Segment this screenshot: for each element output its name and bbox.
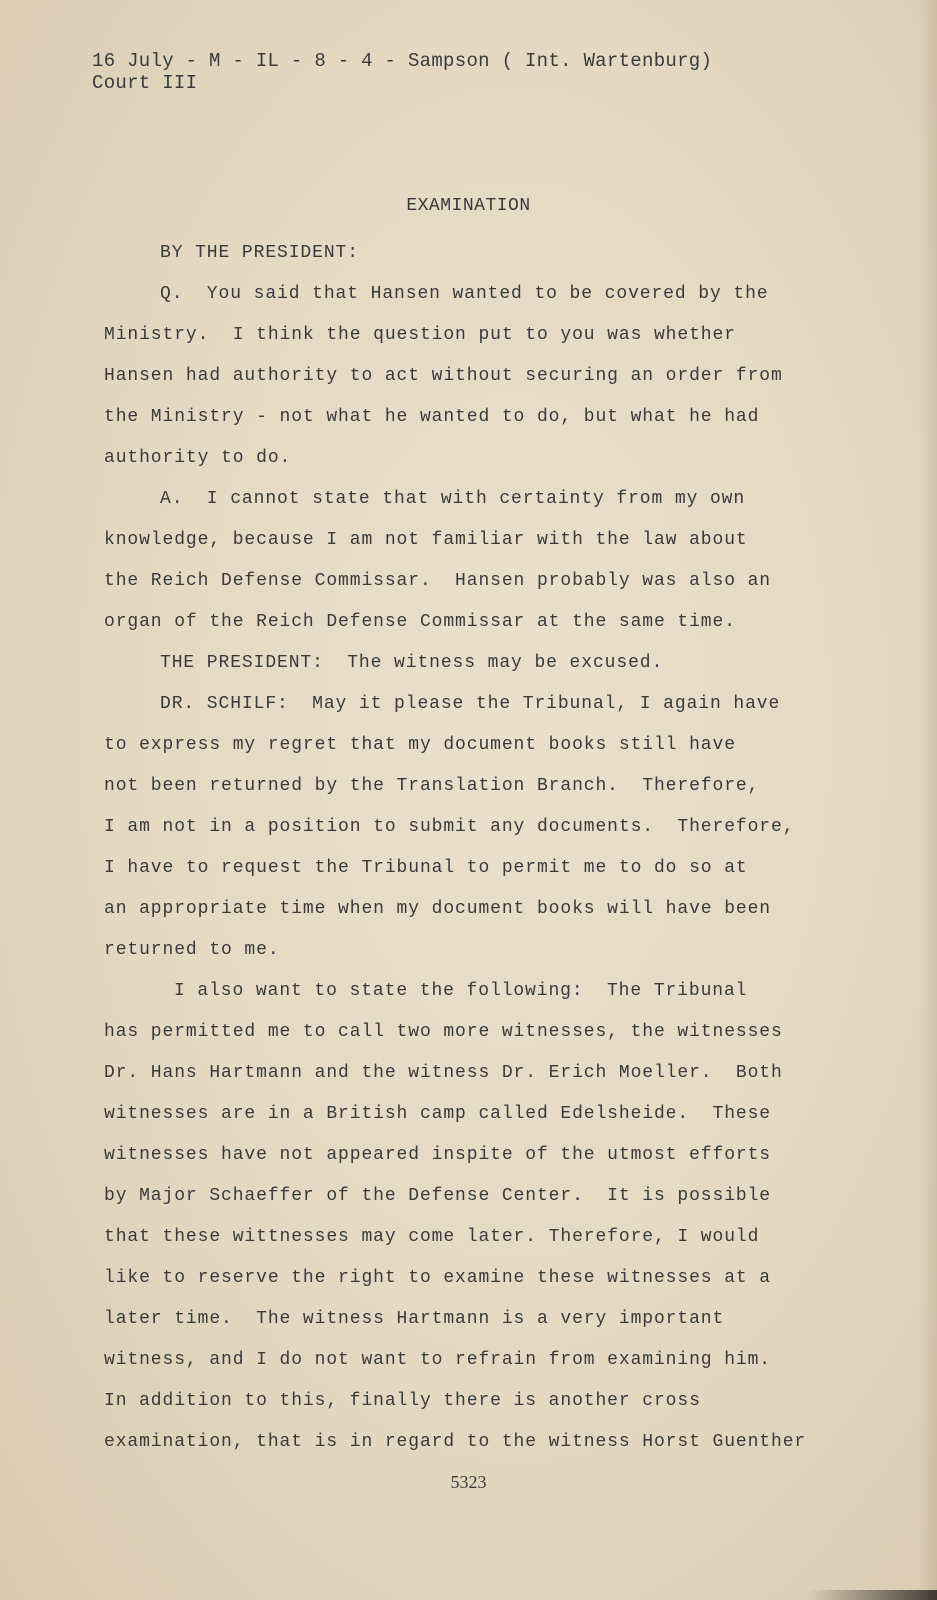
- body-line: Dr. Hans Hartmann and the witness Dr. Erich Moeller. Both: [104, 1063, 783, 1083]
- header-line-1: 16 July - M - IL - 8 - 4 - Sampson ( Int. Wartenburg): [92, 50, 713, 72]
- scan-edge-mark: [807, 1590, 937, 1600]
- body-line: by Major Schaeffer of the Defense Center. It is possible: [104, 1186, 771, 1206]
- body-line: In addition to this, finally there is another cross: [104, 1391, 701, 1411]
- body-line: has permitted me to call two more witnesses, the witnesses: [104, 1022, 783, 1042]
- body-line: Hansen had authority to act without securing an order from: [104, 366, 783, 386]
- body-line: examination, that is in regard to the witness Horst Guenther: [104, 1432, 807, 1452]
- body-line: DR. SCHILF: May it please the Tribunal, I again have: [160, 694, 781, 714]
- body-line: I also want to state the following: The Tribunal: [174, 981, 748, 1001]
- body-line: witnesses have not appeared inspite of the utmost efforts: [104, 1145, 771, 1165]
- header-line-2: Court III: [92, 72, 198, 94]
- body-line: organ of the Reich Defense Commissar at the same time.: [104, 612, 736, 632]
- body-line: knowledge, because I am not familiar with the law about: [104, 530, 748, 550]
- transcript-body: [104, 233, 934, 1463]
- body-line: witnesses are in a British camp called Edelsheide. These: [104, 1104, 771, 1124]
- body-line: the Ministry - not what he wanted to do, but what he had: [104, 407, 760, 427]
- body-line: returned to me.: [104, 940, 280, 960]
- body-line: that these wittnesses may come later. Therefore, I would: [104, 1227, 760, 1247]
- document-header: [92, 50, 712, 94]
- body-line: Ministry. I think the question put to you was whether: [104, 325, 736, 345]
- body-line: BY THE PRESIDENT:: [160, 243, 359, 263]
- body-line: THE PRESIDENT: The witness may be excused.: [160, 653, 664, 673]
- body-line: later time. The witness Hartmann is a very important: [104, 1309, 725, 1329]
- body-line: the Reich Defense Commissar. Hansen probably was also an: [104, 571, 771, 591]
- page-number: 5323: [450, 1472, 487, 1492]
- body-line: witness, and I do not want to refrain from examining him.: [104, 1350, 771, 1370]
- body-line: A. I cannot state that with certainty from my own: [160, 489, 746, 509]
- body-line: authority to do.: [104, 448, 292, 468]
- body-line: not been returned by the Translation Branch. Therefore,: [104, 776, 760, 796]
- body-line: I am not in a position to submit any documents. Therefore,: [104, 817, 795, 837]
- section-title: EXAMINATION: [406, 196, 531, 216]
- body-line: I have to request the Tribunal to permit me to do so at: [104, 858, 748, 878]
- body-line: an appropriate time when my document books will have been: [104, 899, 771, 919]
- body-line: to express my regret that my document books still have: [104, 735, 736, 755]
- body-line: like to reserve the right to examine these witnesses at a: [104, 1268, 771, 1288]
- body-line: Q. You said that Hansen wanted to be covered by the: [160, 284, 769, 304]
